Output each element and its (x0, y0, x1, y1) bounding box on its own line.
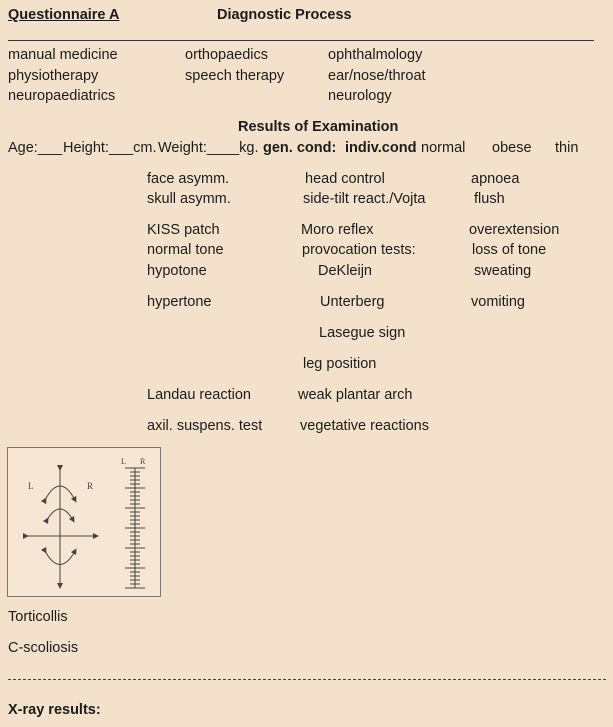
specialty-neuropaediatrics: neuropaediatrics (8, 88, 116, 104)
scale-right-label: R (140, 457, 146, 466)
cond-obese: obese (492, 140, 532, 156)
finding-normal-tone: normal tone (147, 242, 224, 258)
finding-overextension: overextension (469, 222, 560, 238)
header-divider (8, 40, 594, 41)
specialty-ent: ear/nose/throat (328, 68, 426, 84)
gen-cond-label: gen. cond: (263, 140, 337, 156)
questionnaire-title: Questionnaire A (8, 7, 120, 23)
finding-flush: flush (474, 191, 505, 207)
finding-vegetative: vegetative reactions (300, 418, 429, 434)
finding-skull-asymm: skull asymm. (147, 191, 231, 207)
finding-hypotone: hypotone (147, 263, 207, 279)
finding-kiss-patch: KISS patch (147, 222, 220, 238)
age-field: Age:___ (8, 140, 63, 156)
finding-leg-position: leg position (303, 356, 377, 372)
figure-right-label: R (87, 481, 94, 491)
finding-lasegue: Lasegue sign (319, 325, 406, 341)
indiv-cond-label: indiv.cond (345, 140, 417, 156)
section-title: Diagnostic Process (217, 7, 352, 23)
specialty-physiotherapy: physiotherapy (8, 68, 99, 84)
specialty-orthopaedics: orthopaedics (185, 47, 269, 63)
specialty-neurology: neurology (328, 88, 392, 104)
finding-axil: axil. suspens. test (147, 418, 263, 434)
finding-unterberg: Unterberg (320, 294, 385, 310)
finding-moro: Moro reflex (301, 222, 374, 238)
specialty-ophthalmology: ophthalmology (328, 47, 423, 63)
finding-side-tilt: side-tilt react./Vojta (303, 191, 426, 207)
finding-provocation: provocation tests: (302, 242, 416, 258)
measurement-scale (125, 468, 145, 588)
scale-left-label: L (121, 457, 126, 466)
finding-hypertone: hypertone (147, 294, 212, 310)
specialty-manual-medicine: manual medicine (8, 47, 118, 63)
finding-vomiting: vomiting (471, 294, 525, 310)
finding-dekleijn: DeKleijn (318, 263, 372, 279)
diagnosis-scoliosis: C-scoliosis (8, 640, 79, 656)
cond-normal: : normal (413, 140, 466, 156)
xray-results-label: X-ray results: (8, 702, 101, 718)
finding-sweating: sweating (474, 263, 532, 279)
rotation-diagram (7, 447, 161, 597)
weight-field: Weight:____kg. (158, 140, 259, 156)
cond-thin: thin (555, 140, 579, 156)
finding-loss-of-tone: loss of tone (472, 242, 547, 258)
exam-title: Results of Examination (238, 119, 399, 135)
specialty-speech-therapy: speech therapy (185, 68, 285, 84)
finding-face-asymm: face asymm. (147, 171, 230, 187)
footer-divider (8, 679, 606, 680)
height-field: Height:___cm. (63, 140, 157, 156)
finding-plantar: weak plantar arch (298, 387, 413, 403)
diagnosis-torticollis: Torticollis (8, 609, 68, 625)
finding-landau: Landau reaction (147, 387, 251, 403)
finding-apnoea: apnoea (471, 171, 520, 187)
figure-left-label: L (28, 481, 34, 491)
rotation-diagram-drawing (8, 448, 160, 596)
finding-head-control: head control (305, 171, 385, 187)
